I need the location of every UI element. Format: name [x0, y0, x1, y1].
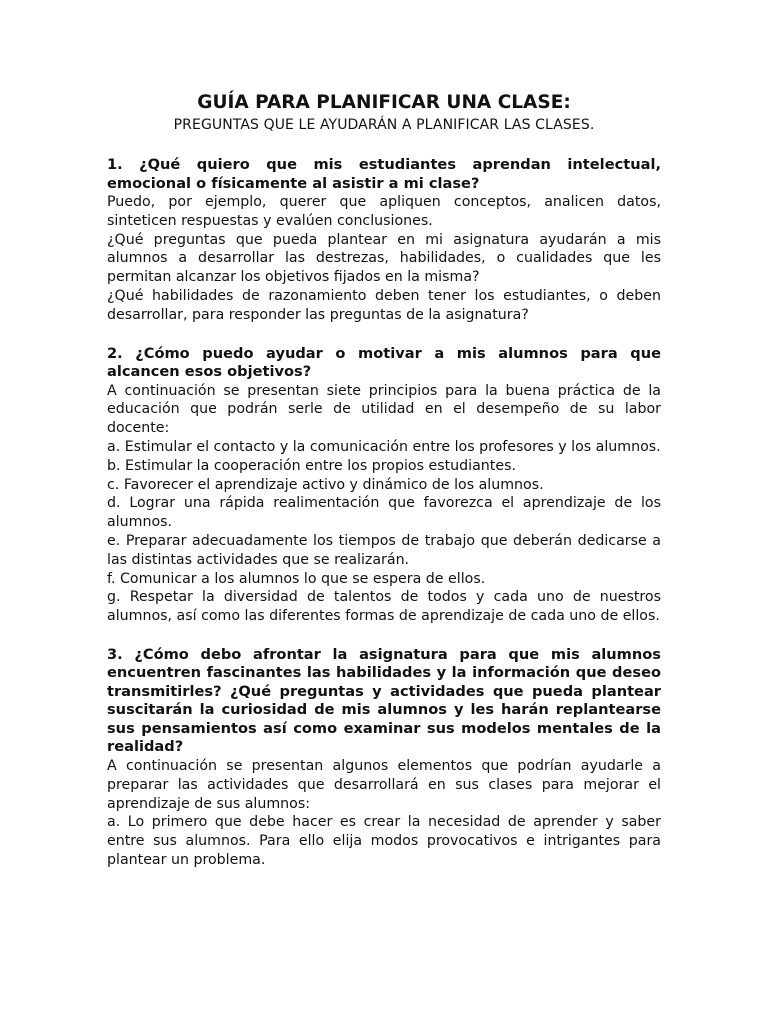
document-title: GUÍA PARA PLANIFICAR UNA CLASE:	[197, 92, 571, 113]
section-paragraph: Puedo, por ejemplo, querer que apliquen conceptos, analicen datos, sinteticen respuestas y evalúen conclusiones.	[107, 194, 661, 229]
section-question: 3. ¿Cómo debo afrontar la asignatura para que mis alumnos encuentren fascinantes las habilidades y la información que deseo transmitirles? ¿Qué preguntas y actividades que pueda plantear suscitarán la curiosidad de mis alumnos y les harán replantearse sus pensamientos así como examinar sus modelos mentales de la realidad?	[107, 645, 661, 756]
section-paragraph: ¿Qué preguntas que pueda plantear en mi asignatura ayudarán a mis alumnos a desarrollar las destrezas, habilidades, o cualidades que les permitan alcanzar los objetivos fijados en la misma?	[107, 231, 661, 286]
list-item: e. Preparar adecuadamente los tiempos de trabajo que deberán dedicarse a las distintas actividades que se realizarán.	[107, 532, 661, 568]
list-item: a. Lo primero que debe hacer es crear la necesidad de aprender y saber entre sus alumnos. Para ello elija modos provocativos e intrigantes para plantear un problema.	[107, 814, 661, 868]
section-paragraph: A continuación se presentan algunos elementos que podrían ayudarle a preparar las actividades que desarrollará en sus clases para mejorar el aprendizaje de sus alumnos:	[107, 757, 661, 812]
list-item: b. Estimular la cooperación entre los propios estudiantes.	[107, 457, 516, 474]
section-paragraph: ¿Qué habilidades de razonamiento deben tener los estudiantes, o deben desarrollar, para responder las preguntas de la asignatura?	[107, 287, 661, 323]
section-question: 2. ¿Cómo puedo ayudar o motivar a mis alumnos para que alcancen esos objetivos?	[107, 344, 661, 381]
document-subtitle: PREGUNTAS QUE LE AYUDARÁN A PLANIFICAR LAS CLASES.	[173, 117, 595, 133]
list-item: g. Respetar la diversidad de talentos de todos y cada uno de nuestros alumnos, así como las diferentes formas de aprendizaje de cada uno de ellos.	[107, 589, 661, 625]
list-item: d. Lograr una rápida realimentación que favorezca el aprendizaje de los alumnos.	[107, 495, 661, 531]
section-question: 1. ¿Qué quiero que mis estudiantes aprendan intelectual, emocional o físicamente al asistir a mi clase?	[107, 156, 661, 192]
section-1	[107, 156, 661, 325]
section-2	[107, 345, 661, 626]
list-item: c. Favorecer el aprendizaje activo y dinámico de los alumnos.	[107, 476, 544, 493]
section-3	[107, 646, 661, 870]
list-item: a. Estimular el contacto y la comunicación entre los profesores y los alumnos.	[107, 438, 661, 455]
document-body	[107, 92, 661, 870]
section-paragraph: A continuación se presentan siete principios para la buena práctica de la educación que podrán serle de utilidad en el desempeño de su labor docente:	[107, 382, 661, 437]
list-item: f. Comunicar a los alumnos lo que se espera de ellos.	[107, 570, 486, 587]
